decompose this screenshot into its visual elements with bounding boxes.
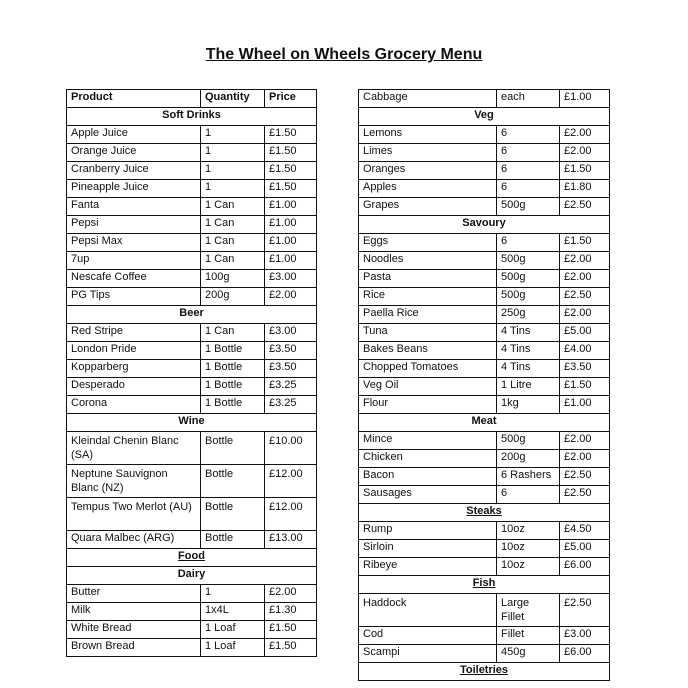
price-cell: £2.50 (560, 486, 610, 504)
table-row (67, 144, 317, 162)
quantity-cell: 1 Can (201, 324, 265, 342)
section-heading (67, 549, 317, 567)
product-cell: Mince (359, 432, 497, 450)
table-row (359, 594, 610, 627)
quantity-cell: 1 (201, 144, 265, 162)
quantity-cell: each (497, 90, 560, 108)
table-row (359, 126, 610, 144)
section-heading (67, 567, 317, 585)
price-cell: £1.50 (265, 144, 317, 162)
product-cell: Tuna (359, 324, 497, 342)
table-row (67, 252, 317, 270)
table-row (67, 180, 317, 198)
table-row (359, 234, 610, 252)
product-cell: Cranberry Juice (67, 162, 201, 180)
quantity-cell: 1 Bottle (201, 378, 265, 396)
quantity-cell: 6 (497, 180, 560, 198)
quantity-cell: 500g (497, 252, 560, 270)
right-menu-table (358, 89, 610, 681)
quantity-cell: 6 (497, 162, 560, 180)
section-title-text: Veg (474, 109, 494, 121)
price-cell: £6.00 (560, 558, 610, 576)
section-title (359, 414, 610, 432)
product-cell: Corona (67, 396, 201, 414)
quantity-cell: Fillet (497, 627, 560, 645)
left-menu-table (66, 89, 317, 657)
price-cell: £12.00 (265, 465, 317, 498)
price-cell: £3.25 (265, 396, 317, 414)
table-row (67, 234, 317, 252)
table-row (359, 396, 610, 414)
section-title-text: Steaks (466, 505, 502, 517)
product-cell: Oranges (359, 162, 497, 180)
table-header-row (67, 90, 317, 108)
table-row (67, 432, 317, 465)
product-cell: Desperado (67, 378, 201, 396)
price-cell: £2.00 (560, 306, 610, 324)
quantity-cell: 4 Tins (497, 360, 560, 378)
quantity-cell: 1 Bottle (201, 396, 265, 414)
section-title (359, 108, 610, 126)
price-cell: £1.50 (265, 162, 317, 180)
product-cell: Kopparberg (67, 360, 201, 378)
product-cell: Nescafe Coffee (67, 270, 201, 288)
section-title (67, 567, 317, 585)
price-cell: £1.00 (265, 198, 317, 216)
product-header: Product (67, 90, 201, 108)
table-row (359, 645, 610, 663)
product-cell: Sirloin (359, 540, 497, 558)
table-row (359, 522, 610, 540)
quantity-cell: 500g (497, 270, 560, 288)
section-title-text: Toiletries (459, 664, 509, 676)
section-heading (67, 108, 317, 126)
product-cell: Quara Malbec (ARG) (67, 531, 201, 549)
product-cell: Apples (359, 180, 497, 198)
price-cell: £1.50 (560, 162, 610, 180)
price-cell: £5.00 (560, 324, 610, 342)
product-cell: Rump (359, 522, 497, 540)
product-cell: Grapes (359, 198, 497, 216)
quantity-cell: 1x4L (201, 603, 265, 621)
table-row (359, 162, 610, 180)
table-row (359, 486, 610, 504)
quantity-cell: 10oz (497, 522, 560, 540)
quantity-cell: Bottle (201, 432, 265, 465)
section-title (359, 216, 610, 234)
section-title (67, 306, 317, 324)
product-cell: Chicken (359, 450, 497, 468)
product-cell: Fanta (67, 198, 201, 216)
quantity-cell: 100g (201, 270, 265, 288)
product-cell: Scampi (359, 645, 497, 663)
table-row (67, 360, 317, 378)
product-cell: London Pride (67, 342, 201, 360)
quantity-cell: 6 (497, 234, 560, 252)
price-cell: £2.00 (560, 252, 610, 270)
section-heading (359, 663, 610, 681)
price-cell: £1.50 (265, 180, 317, 198)
quantity-cell: 500g (497, 288, 560, 306)
price-header: Price (265, 90, 317, 108)
section-title (359, 504, 610, 522)
product-cell: Kleindal Chenin Blanc (SA) (67, 432, 201, 465)
quantity-cell: 1 Can (201, 252, 265, 270)
section-heading (359, 576, 610, 594)
section-title (67, 414, 317, 432)
price-cell: £2.00 (560, 432, 610, 450)
quantity-cell: 1 Loaf (201, 621, 265, 639)
product-cell: Bacon (359, 468, 497, 486)
section-title-text: Soft Drinks (162, 109, 221, 121)
price-cell: £1.50 (265, 621, 317, 639)
quantity-cell: 1 (201, 585, 265, 603)
table-row (67, 288, 317, 306)
table-row (359, 432, 610, 450)
product-cell: Tempus Two Merlot (AU) (67, 498, 201, 531)
table-row (67, 465, 317, 498)
price-cell: £3.50 (265, 360, 317, 378)
product-cell: Pepsi Max (67, 234, 201, 252)
product-cell: Lemons (359, 126, 497, 144)
product-cell: Rice (359, 288, 497, 306)
table-row (67, 162, 317, 180)
product-cell: Noodles (359, 252, 497, 270)
table-row (67, 342, 317, 360)
table-row (359, 288, 610, 306)
quantity-cell: 200g (201, 288, 265, 306)
price-cell: £12.00 (265, 498, 317, 531)
section-heading (359, 108, 610, 126)
product-cell: Limes (359, 144, 497, 162)
price-cell: £1.50 (265, 126, 317, 144)
section-title (359, 576, 610, 594)
price-cell: £1.50 (265, 639, 317, 657)
quantity-cell: 1 Can (201, 234, 265, 252)
table-row (359, 144, 610, 162)
table-row (67, 603, 317, 621)
quantity-cell: 500g (497, 432, 560, 450)
price-cell: £1.80 (560, 180, 610, 198)
quantity-cell: 1 Loaf (201, 639, 265, 657)
table-row (359, 180, 610, 198)
quantity-header: Quantity (201, 90, 265, 108)
price-cell: £3.50 (560, 360, 610, 378)
product-cell: Cabbage (359, 90, 497, 108)
price-cell: £3.25 (265, 378, 317, 396)
quantity-cell: 6 (497, 144, 560, 162)
table-row (359, 324, 610, 342)
table-row (359, 360, 610, 378)
section-title (67, 549, 317, 567)
section-heading (359, 414, 610, 432)
table-row (67, 270, 317, 288)
table-row (67, 378, 317, 396)
product-cell: Veg Oil (359, 378, 497, 396)
quantity-cell: 1 Litre (497, 378, 560, 396)
price-cell: £4.50 (560, 522, 610, 540)
table-row (359, 270, 610, 288)
table-row (359, 627, 610, 645)
price-cell: £2.50 (560, 594, 610, 627)
price-cell: £1.00 (560, 396, 610, 414)
section-title-text: Fish (472, 577, 496, 589)
price-cell: £2.50 (560, 468, 610, 486)
table-row (359, 342, 610, 360)
page-title: The Wheel on Wheels Grocery Menu (205, 46, 483, 63)
section-title (359, 663, 610, 681)
quantity-cell: 200g (497, 450, 560, 468)
product-cell: Milk (67, 603, 201, 621)
quantity-cell: 500g (497, 198, 560, 216)
table-row (359, 540, 610, 558)
table-row (359, 558, 610, 576)
price-cell: £3.00 (265, 324, 317, 342)
product-cell: Red Stripe (67, 324, 201, 342)
quantity-cell: 4 Tins (497, 324, 560, 342)
quantity-cell: 1 Can (201, 216, 265, 234)
quantity-cell: Bottle (201, 465, 265, 498)
quantity-cell: 6 (497, 126, 560, 144)
quantity-cell: 1 Bottle (201, 342, 265, 360)
price-cell: £5.00 (560, 540, 610, 558)
product-cell: Butter (67, 585, 201, 603)
quantity-cell: 1 (201, 126, 265, 144)
price-cell: £3.50 (265, 342, 317, 360)
table-row (67, 198, 317, 216)
section-heading (67, 306, 317, 324)
table-row (359, 306, 610, 324)
quantity-cell: 10oz (497, 540, 560, 558)
product-cell: Chopped Tomatoes (359, 360, 497, 378)
price-cell: £3.00 (560, 627, 610, 645)
price-cell: £2.00 (560, 144, 610, 162)
price-cell: £1.00 (560, 90, 610, 108)
product-cell: 7up (67, 252, 201, 270)
price-cell: £2.50 (560, 288, 610, 306)
section-title-text: Meat (471, 415, 497, 427)
quantity-cell: 4 Tins (497, 342, 560, 360)
product-cell: Brown Bread (67, 639, 201, 657)
quantity-cell: 450g (497, 645, 560, 663)
table-row (67, 639, 317, 657)
product-cell: Paella Rice (359, 306, 497, 324)
price-cell: £3.00 (265, 270, 317, 288)
product-cell: Pasta (359, 270, 497, 288)
section-heading (67, 414, 317, 432)
section-heading (359, 504, 610, 522)
price-cell: £6.00 (560, 645, 610, 663)
table-row (67, 126, 317, 144)
product-cell: White Bread (67, 621, 201, 639)
product-cell: Flour (359, 396, 497, 414)
quantity-cell: 6 Rashers (497, 468, 560, 486)
quantity-cell: 6 (497, 486, 560, 504)
product-cell: Pineapple Juice (67, 180, 201, 198)
quantity-cell: Large Fillet (497, 594, 560, 627)
quantity-cell: 1 Can (201, 198, 265, 216)
quantity-cell: Bottle (201, 531, 265, 549)
price-cell: £2.00 (265, 585, 317, 603)
table-row (67, 324, 317, 342)
product-cell: Sausages (359, 486, 497, 504)
price-cell: £1.00 (265, 252, 317, 270)
quantity-cell: 250g (497, 306, 560, 324)
price-cell: £2.00 (560, 270, 610, 288)
section-heading (359, 216, 610, 234)
table-row (359, 252, 610, 270)
price-cell: £1.50 (560, 378, 610, 396)
product-cell: Haddock (359, 594, 497, 627)
product-cell: Bakes Beans (359, 342, 497, 360)
table-row (67, 621, 317, 639)
table-row (67, 585, 317, 603)
quantity-cell: 10oz (497, 558, 560, 576)
product-cell: Ribeye (359, 558, 497, 576)
table-row (359, 198, 610, 216)
price-cell: £1.00 (265, 234, 317, 252)
price-cell: £4.00 (560, 342, 610, 360)
price-cell: £2.50 (560, 198, 610, 216)
section-title-text: Savoury (462, 217, 506, 229)
quantity-cell: Bottle (201, 498, 265, 531)
table-row (67, 216, 317, 234)
product-cell: Orange Juice (67, 144, 201, 162)
price-cell: £2.00 (560, 126, 610, 144)
product-cell: Eggs (359, 234, 497, 252)
table-row (359, 450, 610, 468)
product-cell: Neptune Sauvignon Blanc (NZ) (67, 465, 201, 498)
price-cell: £13.00 (265, 531, 317, 549)
price-cell: £10.00 (265, 432, 317, 465)
quantity-cell: 1 (201, 162, 265, 180)
product-cell: PG Tips (67, 288, 201, 306)
section-title-text: Dairy (177, 568, 206, 580)
product-cell: Cod (359, 627, 497, 645)
table-row (359, 90, 610, 108)
quantity-cell: 1 (201, 180, 265, 198)
section-title-text: Wine (178, 415, 205, 427)
price-cell: £1.30 (265, 603, 317, 621)
price-cell: £2.00 (560, 450, 610, 468)
section-title-text: Food (178, 550, 205, 562)
table-row (359, 468, 610, 486)
price-cell: £2.00 (265, 288, 317, 306)
table-row (359, 378, 610, 396)
table-row (67, 531, 317, 549)
quantity-cell: 1 Bottle (201, 360, 265, 378)
quantity-cell: 1kg (497, 396, 560, 414)
table-row (67, 396, 317, 414)
product-cell: Apple Juice (67, 126, 201, 144)
product-cell: Pepsi (67, 216, 201, 234)
section-title-text: Beer (179, 307, 204, 319)
table-row (67, 498, 317, 531)
price-cell: £1.50 (560, 234, 610, 252)
price-cell: £1.00 (265, 216, 317, 234)
section-title (67, 108, 317, 126)
